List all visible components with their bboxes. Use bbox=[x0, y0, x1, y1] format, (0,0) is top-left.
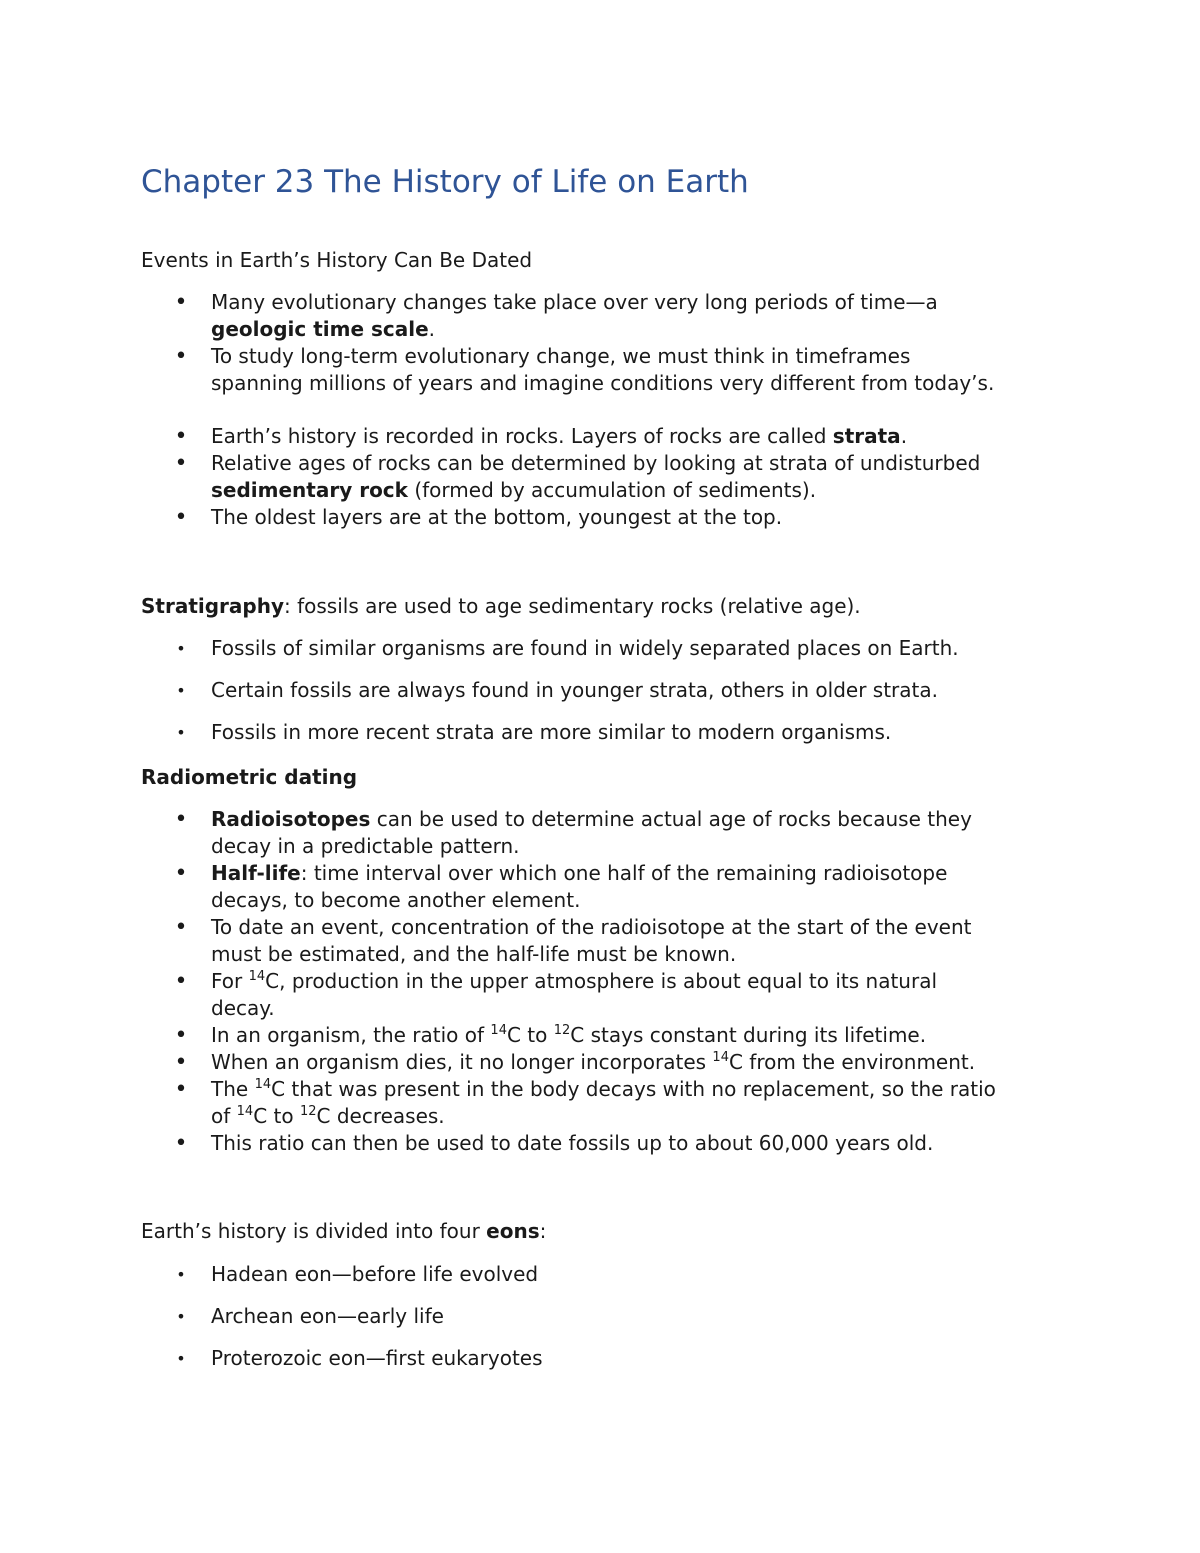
stratigraphy-bullet-list bbox=[141, 635, 1071, 761]
bullet-icon: • bbox=[176, 1349, 186, 1368]
list-item: • Archean eon—early life bbox=[141, 1303, 1071, 1330]
term-radioisotopes: Radioisotopes bbox=[211, 807, 371, 831]
bullet-icon: • bbox=[174, 505, 188, 530]
bullet-icon: • bbox=[174, 1077, 188, 1102]
list-item: • Radioisotopes can be used to determine actual age of rocks because they decay in a predictable pattern. bbox=[174, 807, 972, 858]
bullet-icon: • bbox=[176, 639, 186, 658]
list-item: • The oldest layers are at the bottom, youngest at the top. bbox=[174, 505, 783, 530]
eons-bullet-list bbox=[141, 1261, 1071, 1387]
list-item: • Half-life: time interval over which one half of the remaining radioisotope decays, to become another element. bbox=[174, 861, 948, 912]
bullet-icon: • bbox=[174, 1050, 188, 1075]
bullet-icon: • bbox=[176, 723, 186, 742]
dating-bullet-list bbox=[141, 289, 1071, 531]
list-item: • Hadean eon—before life evolved bbox=[141, 1261, 1071, 1288]
bullet-icon: • bbox=[174, 807, 188, 832]
bullet-icon: • bbox=[174, 969, 188, 994]
list-item: • When an organism dies, it no longer incorporates $^{14}$C from the environment. bbox=[174, 1050, 976, 1075]
bullet-icon: • bbox=[176, 1307, 186, 1326]
term-geologic-time-scale: geologic time scale bbox=[211, 317, 429, 341]
bullet-icon: • bbox=[174, 861, 188, 886]
list-item: • This ratio can then be used to date fossils up to about 60,000 years old. bbox=[174, 1131, 934, 1156]
list-item: • To study long-term evolutionary change, we must think in timeframes spanning millions of years and imagine conditions very different from today’s. bbox=[174, 344, 995, 395]
bullet-icon: • bbox=[174, 344, 188, 369]
list-item: • Relative ages of rocks can be determined by looking at strata of undisturbed sedimentary rock (formed by accumulation of sediments). bbox=[174, 451, 981, 502]
term-half-life: Half-life bbox=[211, 861, 301, 885]
term-strata: strata bbox=[832, 424, 901, 448]
section-heading-dating: Events in Earth’s History Can Be Dated bbox=[141, 248, 533, 272]
list-item: • Certain fossils are always found in younger strata, others in older strata. bbox=[141, 677, 1071, 704]
page-title: Chapter 23 The History of Life on Earth bbox=[141, 164, 749, 200]
list-item: • For $^{14}$C, production in the upper atmosphere is about equal to its natural decay. bbox=[174, 969, 938, 1020]
term-eons: eons bbox=[486, 1219, 540, 1243]
list-item: • In an organism, the ratio of $^{14}$C to $^{12}$C stays constant during its lifetime. bbox=[174, 1023, 927, 1048]
radiometric-bullet-list bbox=[141, 806, 1071, 1157]
list-item: • Fossils in more recent strata are more similar to modern organisms. bbox=[141, 719, 1071, 746]
bullet-icon: • bbox=[174, 1131, 188, 1156]
list-item: • To date an event, concentration of the radioisotope at the start of the event must be estimated, and the half-life must be known. bbox=[174, 915, 972, 966]
bullet-icon: • bbox=[176, 1265, 186, 1284]
list-item: • The $^{14}$C that was present in the body decays with no replacement, so the ratio of $^{14}$C to $^{12}$C decreases. bbox=[174, 1077, 996, 1128]
section-heading-eons: Earth’s history is divided into four eons: bbox=[141, 1219, 547, 1243]
term-stratigraphy: Stratigraphy bbox=[141, 594, 285, 618]
list-item: • Proterozoic eon—first eukaryotes bbox=[141, 1345, 1071, 1372]
bullet-icon: • bbox=[176, 681, 186, 700]
bullet-icon: • bbox=[174, 290, 188, 315]
bullet-icon: • bbox=[174, 915, 188, 940]
term-sedimentary-rock: sedimentary rock bbox=[211, 478, 408, 502]
list-item: • Fossils of similar organisms are found in widely separated places on Earth. bbox=[141, 635, 1071, 662]
bullet-icon: • bbox=[174, 1023, 188, 1048]
section-heading-stratigraphy: Stratigraphy: fossils are used to age sedimentary rocks (relative age). bbox=[141, 594, 861, 618]
section-heading-radiometric: Radiometric dating bbox=[141, 765, 358, 789]
bullet-icon: • bbox=[174, 451, 188, 476]
bullet-icon: • bbox=[174, 424, 188, 449]
list-item: • Many evolutionary changes take place over very long periods of time—a geologic time scale. bbox=[174, 290, 938, 341]
list-item: • Earth’s history is recorded in rocks. Layers of rocks are called strata. bbox=[174, 424, 908, 449]
